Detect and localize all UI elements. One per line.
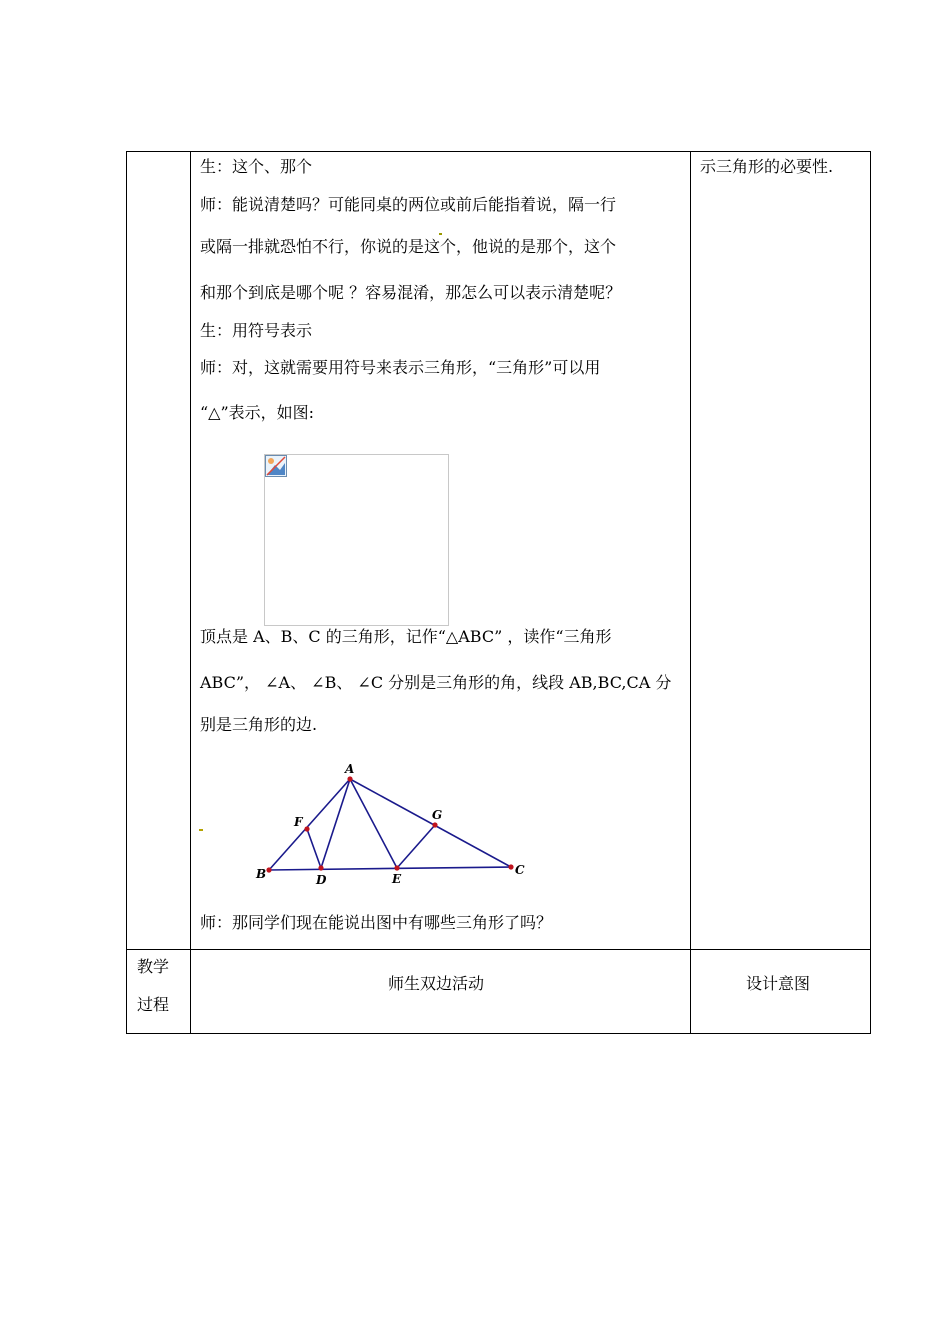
content-line: “△”表示，如图: [200, 403, 315, 422]
header-left-line1: 教学 [137, 957, 170, 976]
label-B: B [256, 867, 267, 881]
point-A [347, 776, 352, 781]
content-line: 生：这个、那个 [200, 157, 313, 176]
point-B [266, 867, 271, 872]
content-line: 师：那同学们现在能说出图中有哪些三角形了吗？ [200, 913, 553, 932]
point-F [304, 826, 309, 831]
label-D: D [316, 873, 327, 887]
segment-AD [321, 779, 350, 868]
content-line: 或隔一排就恐怕不行，你说的是这个，他说的是那个，这个 [200, 237, 617, 256]
segment-BC [269, 867, 511, 870]
segment-AC [350, 779, 511, 867]
table-border-left [126, 151, 127, 1034]
content-line: 顶点是 A、B、C 的三角形，记作“△ABC” ，读作“三角形 [200, 627, 612, 646]
label-E: E [392, 872, 402, 886]
table-divider-1 [190, 151, 191, 1034]
table-border-right [870, 151, 871, 1034]
label-G: G [432, 808, 443, 822]
label-F: F [294, 815, 303, 829]
intent-text: 示三角形的必要性. [700, 157, 834, 176]
table-divider-2 [690, 151, 691, 1034]
table-border-top [126, 151, 871, 152]
image-placeholder [264, 454, 449, 626]
segment-BA [269, 779, 350, 870]
content-line: ABC”， ∠A、 ∠B、 ∠C 分别是三角形的角，线段 AB,BC,CA 分 [200, 673, 672, 692]
point-D [318, 865, 323, 870]
header-middle: 师生双边活动 [388, 974, 485, 993]
content-line: 师：能说清楚吗？可能同桌的两位或前后能指着说，隔一行 [200, 195, 617, 214]
content-line: 别是三角形的边. [200, 715, 318, 734]
point-G [432, 822, 437, 827]
header-right: 设计意图 [746, 974, 811, 993]
point-C [508, 864, 513, 869]
point-E [394, 865, 399, 870]
label-C: C [515, 863, 525, 877]
stray-dash [199, 829, 203, 831]
triangle-figure [250, 758, 540, 890]
table-row-divider [126, 949, 871, 950]
content-line: 生：用符号表示 [200, 321, 313, 340]
table-border-bottom [126, 1033, 871, 1034]
label-A: A [345, 762, 355, 776]
stray-mark [439, 233, 442, 235]
segment-GE [397, 825, 435, 868]
content-line: 和那个到底是哪个呢 ？容易混淆，那怎么可以表示清楚呢？ [200, 283, 622, 302]
content-line: 师：对，这就需要用符号来表示三角形，“三角形”可以用 [200, 358, 601, 377]
header-left-line2: 过程 [137, 995, 170, 1014]
segment-FD [307, 829, 321, 868]
broken-image-icon [265, 455, 287, 477]
